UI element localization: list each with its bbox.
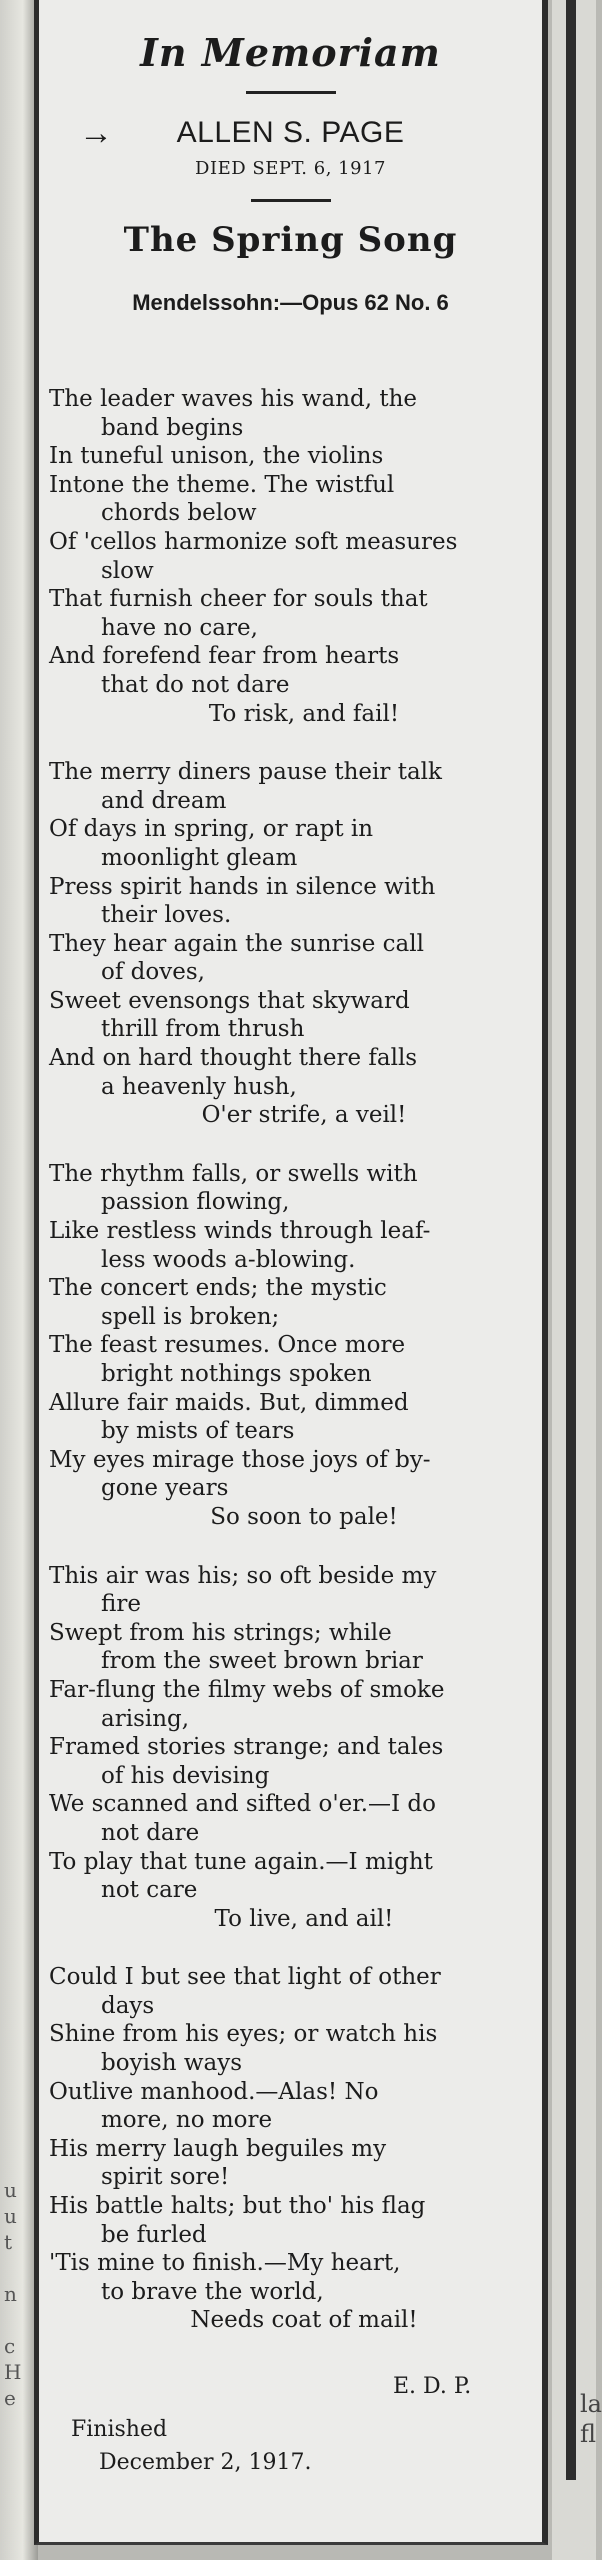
margin-fragment: la <box>580 2390 602 2418</box>
adjacent-column-left <box>0 0 38 2560</box>
poem-line: Shine from his eyes; or watch his <box>49 2021 438 2048</box>
deceased-name: ALLEN S. PAGE <box>176 116 405 149</box>
poem-line: bright nothings spoken <box>101 1361 372 1387</box>
death-date: DIED SEPT. 6, 1917 <box>195 158 386 179</box>
poem-line: spell is broken; <box>101 1303 280 1330</box>
poem-line: of doves, <box>101 959 205 986</box>
stanza-refrain-line: To risk, and fail! <box>208 700 400 727</box>
poem-line: not dare <box>101 1819 200 1846</box>
poem-subtitle: Mendelssohn:—Opus 62 No. 6 <box>132 290 449 315</box>
poem-line: In tuneful unison, the violins <box>49 443 384 470</box>
poem-line: fire <box>101 1591 141 1618</box>
poem-line: The merry diners pause their talk <box>49 759 442 786</box>
stanza-refrain-line: Needs coat of mail! <box>190 2307 418 2334</box>
poem-line: from the sweet brown briar <box>101 1648 423 1675</box>
stanza-refrain-line: O'er strife, a veil! <box>201 1102 407 1129</box>
poem-line: The feast resumes. Once more <box>49 1332 406 1359</box>
poem-line: They hear again the sunrise call <box>49 930 424 957</box>
stanza-refrain-line: To live, and ail! <box>214 1905 394 1932</box>
margin-fragment: u <box>4 2178 17 2202</box>
poem-line: My eyes mirage those joys of by- <box>49 1446 431 1473</box>
poem-line: Press spirit hands in silence with <box>49 873 436 900</box>
poem-line: slow <box>101 557 154 584</box>
clipping-header <box>39 0 542 316</box>
poem-line: Of days in spring, or rapt in <box>49 816 374 843</box>
margin-fragment: c <box>4 2334 16 2358</box>
heading-in-memoriam: In Memoriam <box>140 30 441 75</box>
divider <box>251 199 331 202</box>
stanza <box>49 1160 539 1532</box>
adjacent-column-right <box>552 0 602 2560</box>
handwritten-arrow-icon: → <box>79 114 114 152</box>
deceased-name-line <box>39 116 542 150</box>
poem-line: and dream <box>101 787 227 814</box>
margin-fragment: u <box>4 2204 17 2228</box>
poem-line: days <box>101 1992 155 2019</box>
poem-line: be furled <box>101 2221 207 2248</box>
margin-fragment: fl <box>580 2420 597 2448</box>
poem-line: And on hard thought there falls <box>49 1045 418 1072</box>
poem-line: We scanned and sifted o'er.—I do <box>49 1791 437 1818</box>
poem-line: The leader waves his wand, the <box>49 386 418 412</box>
margin-fragment: t <box>4 2230 13 2254</box>
newspaper-clipping <box>34 0 548 2545</box>
finished-label: Finished <box>71 2417 168 2442</box>
poem-line: Swept from his strings; while <box>49 1619 392 1646</box>
poem-line: less woods a-blowing. <box>101 1246 356 1273</box>
poem-line: moonlight gleam <box>101 844 298 871</box>
poem-line: The concert ends; the mystic <box>49 1275 387 1302</box>
poem-line: spirit sore! <box>101 2164 230 2191</box>
poem-line: boyish ways <box>101 2050 243 2077</box>
poem-line: Outlive manhood.—Alas! No <box>49 2078 379 2105</box>
poem-line: And forefend fear from hearts <box>49 643 400 670</box>
poem-line: arising, <box>101 1705 190 1732</box>
poem-line: of his devising <box>101 1762 270 1789</box>
stanza <box>49 385 539 728</box>
signature-initials: E. D. P. <box>393 2374 472 2399</box>
poem-line: Intone the theme. The wistful <box>49 471 395 498</box>
poem-line: chords below <box>101 500 257 527</box>
column-divider <box>566 0 576 2480</box>
divider <box>246 91 336 94</box>
poem-line: This air was his; so oft beside my <box>49 1562 437 1589</box>
poem-line: Sweet evensongs that skyward <box>49 987 410 1014</box>
poem-line: To play that tune again.—I might <box>49 1848 433 1875</box>
poem-line: His merry laugh beguiles my <box>49 2135 387 2162</box>
poem-line: That furnish cheer for souls that <box>49 586 428 613</box>
poem-body <box>49 385 539 2365</box>
finished-date: December 2, 1917. <box>99 2450 312 2475</box>
poem-line: The rhythm falls, or swells with <box>49 1160 418 1187</box>
poem-line: gone years <box>101 1475 229 1502</box>
poem-line: Framed stories strange; and tales <box>49 1734 444 1761</box>
stanza <box>49 758 539 1130</box>
poem-line: that do not dare <box>101 671 290 698</box>
poem-line: a heavenly hush, <box>101 1073 297 1100</box>
poem-line: Of 'cellos harmonize soft measures <box>49 528 458 555</box>
poem-line: Far-flung the filmy webs of smoke <box>49 1676 445 1703</box>
poem-line: their loves. <box>101 902 232 929</box>
poem-line: Allure fair maids. But, dimmed <box>49 1389 409 1416</box>
poem-line: Could I but see that light of other <box>49 1964 441 1991</box>
poem-line: band begins <box>101 414 244 441</box>
stanza <box>49 1562 539 1934</box>
poem-line: 'Tis mine to finish.—My heart, <box>49 2250 401 2277</box>
margin-fragment: n <box>4 2282 17 2306</box>
stanza-refrain-line: So soon to pale! <box>210 1503 398 1530</box>
poem-title: The Spring Song <box>123 220 458 260</box>
poem-line: more, no more <box>101 2107 273 2134</box>
margin-fragment: H <box>4 2360 22 2384</box>
poem-line: His battle halts; but tho' his flag <box>49 2193 426 2220</box>
poem-line: to brave the world, <box>101 2278 324 2305</box>
poem-line: thrill from thrush <box>101 1016 305 1043</box>
poem-line: by mists of tears <box>101 1418 295 1445</box>
margin-fragment: e <box>4 2386 16 2410</box>
poem-line: passion flowing, <box>101 1189 290 1216</box>
poem-line: Like restless winds through leaf- <box>49 1218 431 1245</box>
stanza <box>49 1963 539 2335</box>
poem-line: not care <box>101 1877 198 1904</box>
poem-line: have no care, <box>101 614 258 641</box>
